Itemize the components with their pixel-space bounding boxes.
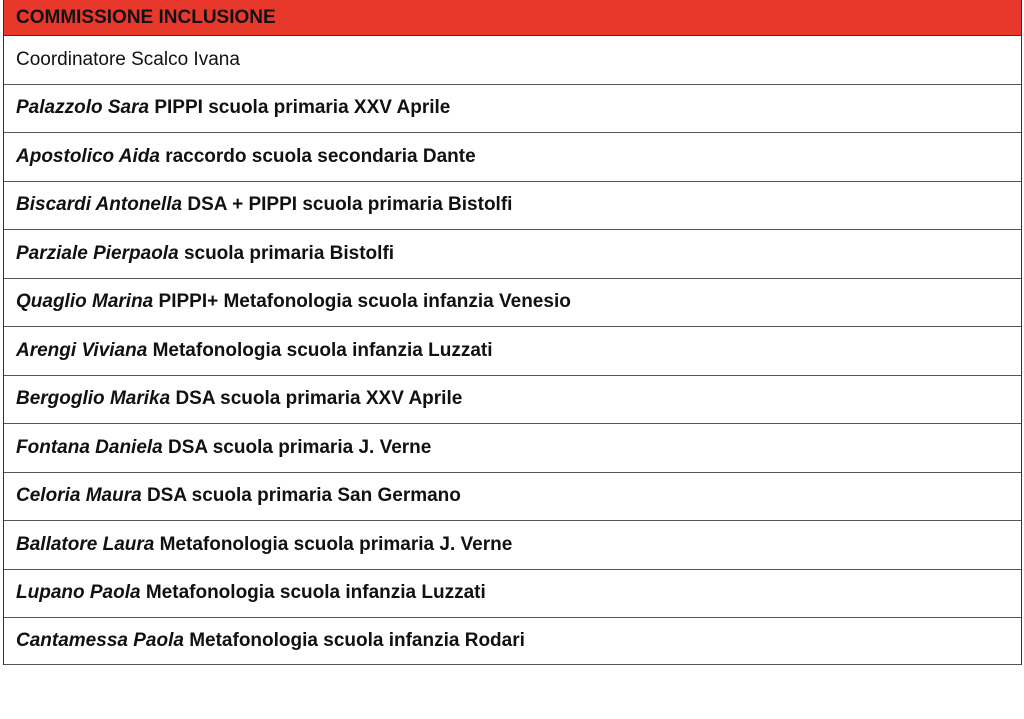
table-row [4, 230, 1021, 279]
table-header [4, 0, 1021, 36]
table-row [4, 618, 1021, 665]
member-name: Apostolico Aida [16, 145, 160, 167]
member-name: Fontana Daniela [16, 436, 163, 458]
member-role: Metafonologia scuola infanzia Rodari [189, 630, 525, 651]
member-role: Metafonologia scuola primaria J. Verne [159, 533, 513, 555]
table-row [4, 85, 1021, 134]
commission-table [3, 0, 1022, 665]
table-row [4, 133, 1021, 182]
member-name: Palazzolo Sara [16, 97, 150, 119]
member-role: DSA + PIPPI scuola primaria Bistolfi [187, 194, 513, 216]
commission-title: COMMISSIONE INCLUSIONE [16, 6, 276, 28]
member-role: PIPPI+ Metafonologia scuola infanzia Venesio [158, 291, 571, 313]
member-name: Biscardi Antonella [16, 194, 183, 216]
member-name: Ballatore Laura [16, 533, 155, 555]
member-role: scuola primaria Bistolfi [183, 242, 395, 264]
member-name: Cantamessa Paola [16, 630, 184, 651]
member-role: PIPPI scuola primaria XXV Aprile [154, 97, 451, 119]
table-row [4, 521, 1021, 570]
member-name: Parziale Pierpaola [16, 242, 179, 264]
table-row [4, 376, 1021, 425]
table-row [4, 424, 1021, 473]
member-role: DSA scuola primaria XXV Aprile [175, 388, 463, 410]
coordinator-text: Coordinatore Scalco Ivana [16, 48, 240, 70]
table-row [4, 279, 1021, 328]
member-name: Quaglio Marina [16, 291, 154, 313]
member-role: DSA scuola primaria San Germano [146, 485, 461, 507]
table-row [4, 570, 1021, 619]
member-role: raccordo scuola secondaria Dante [165, 145, 476, 167]
table-row [4, 473, 1021, 522]
member-role: DSA scuola primaria J. Verne [168, 436, 432, 458]
member-name: Arengi Viviana [16, 339, 148, 361]
coordinator-row [4, 36, 1021, 85]
member-role: Metafonologia scuola infanzia Luzzati [152, 339, 493, 361]
table-row [4, 182, 1021, 231]
member-role: Metafonologia scuola infanzia Luzzati [145, 582, 486, 604]
member-name: Bergoglio Marika [16, 388, 171, 410]
table-row [4, 327, 1021, 376]
member-name: Lupano Paola [16, 582, 141, 604]
member-name: Celoria Maura [16, 485, 142, 507]
